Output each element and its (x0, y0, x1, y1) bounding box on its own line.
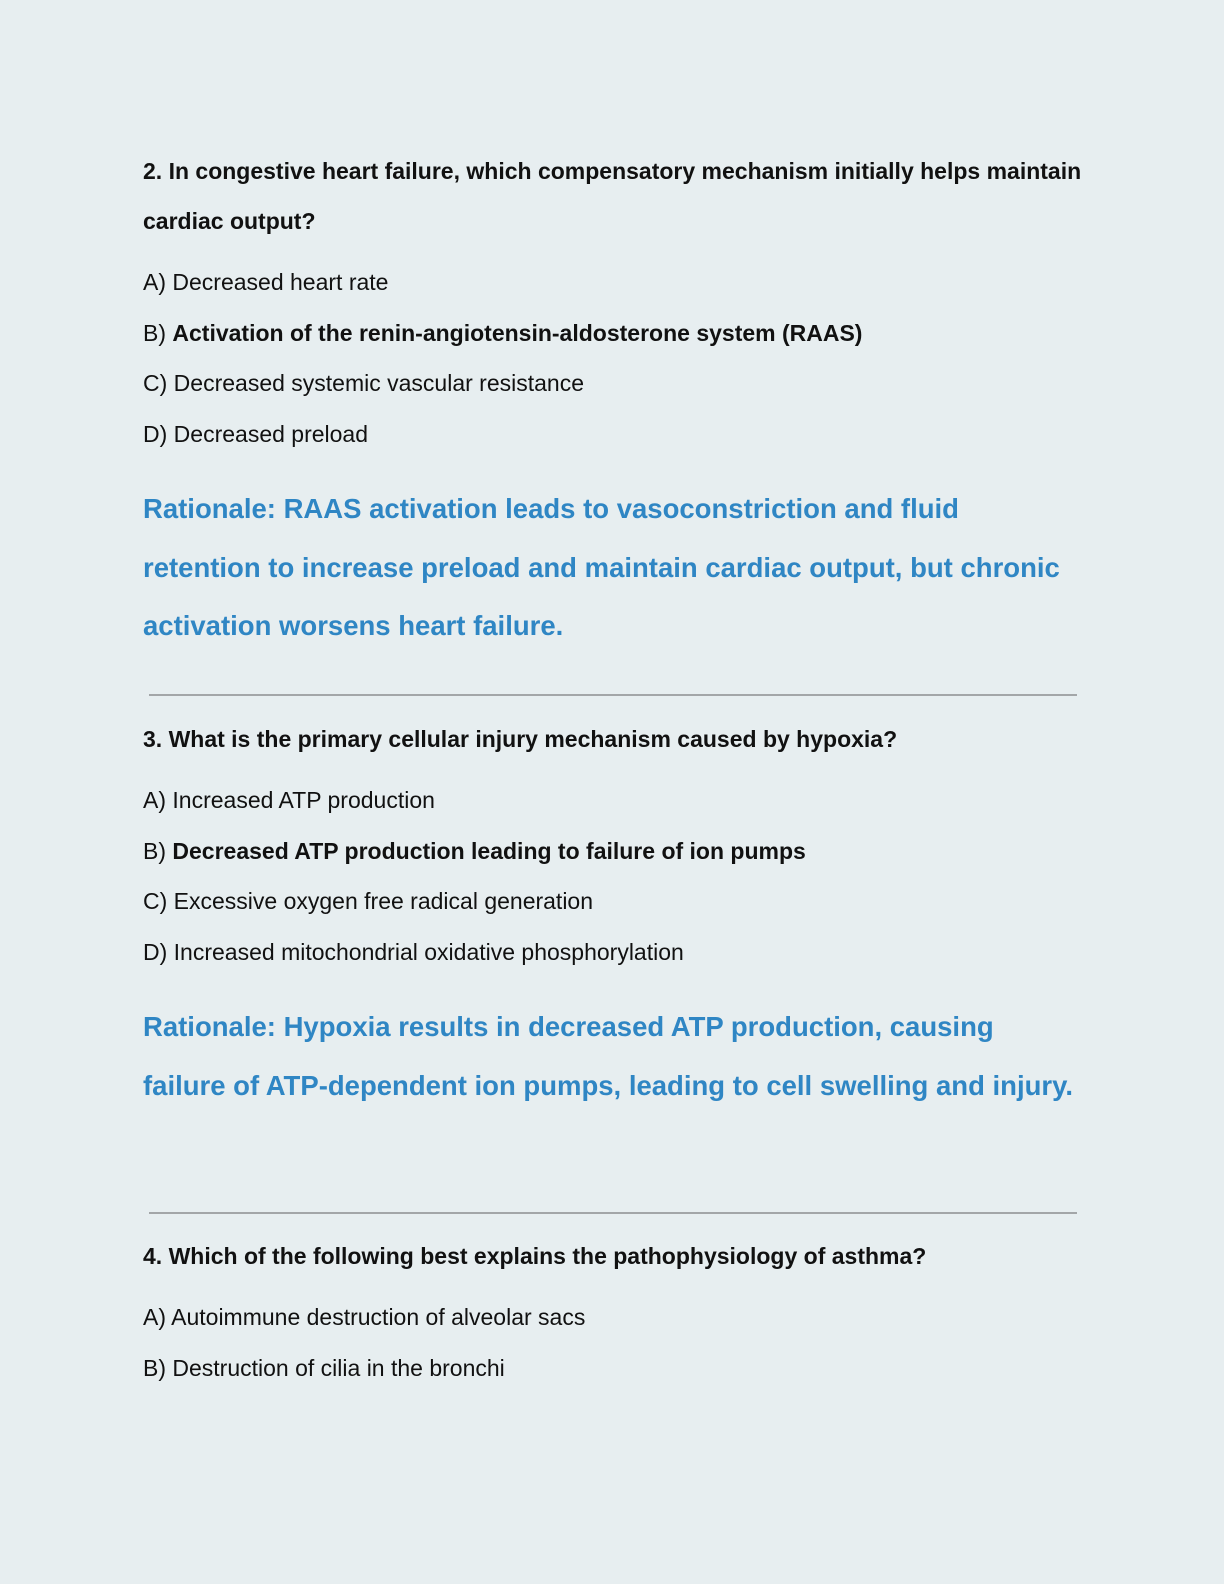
option-letter: C) (143, 888, 168, 914)
section-divider (149, 1212, 1077, 1214)
option-a (143, 1292, 1083, 1343)
option-letter: A) (143, 269, 166, 295)
option-c (143, 358, 1083, 409)
question-text: 3. What is the primary cellular injury mechanism caused by hypoxia? (143, 726, 898, 752)
option-text: Decreased preload (173, 420, 369, 447)
option-letter: B) (143, 1354, 166, 1381)
option-letter: D) (143, 420, 168, 447)
option-text: Autoimmune destruction of alveolar sacs (171, 1304, 586, 1330)
option-letter: B) (143, 837, 166, 864)
option-b-correct (143, 826, 1083, 877)
section-divider (149, 694, 1077, 696)
option-text: Destruction of cilia in the bronchi (172, 1354, 505, 1381)
question-block-3 (143, 714, 1083, 1115)
option-letter: C) (143, 370, 168, 396)
option-a (143, 775, 1083, 826)
option-letter: D) (143, 938, 168, 965)
option-c (143, 876, 1083, 927)
rationale-text: Rationale: RAAS activation leads to vasoconstriction and fluid retention to increase preload and maintain cardiac output, but chronic activation worsens heart failure. (143, 493, 1060, 641)
question-block-2 (143, 146, 1083, 656)
option-text: Decreased heart rate (172, 269, 389, 295)
options-list (143, 775, 1083, 977)
options-list (143, 257, 1083, 459)
option-a (143, 257, 1083, 308)
option-b (143, 1343, 1083, 1394)
option-text: Increased ATP production (172, 787, 435, 813)
option-text: Excessive oxygen free radical generation (173, 888, 594, 914)
option-letter: A) (143, 1304, 166, 1330)
option-d (143, 927, 1083, 978)
option-letter: B) (143, 319, 166, 346)
option-text: Decreased systemic vascular resistance (173, 370, 584, 396)
option-text: Decreased ATP production leading to failure of ion pumps (172, 837, 806, 864)
option-d (143, 409, 1083, 460)
option-letter: A) (143, 787, 166, 813)
option-text: Increased mitochondrial oxidative phosphorylation (173, 938, 684, 965)
question-block-4 (143, 1231, 1083, 1393)
option-text: Activation of the renin-angiotensin-aldosterone system (RAAS) (172, 319, 863, 346)
option-b-correct (143, 308, 1083, 359)
question-text: 4. Which of the following best explains the pathophysiology of asthma? (143, 1243, 927, 1269)
options-list (143, 1292, 1083, 1393)
rationale-text: Rationale: Hypoxia results in decreased ATP production, causing failure of ATP-dependent ion pumps, leading to cell swelling and injury. (143, 1011, 1073, 1101)
question-text: 2. In congestive heart failure, which compensatory mechanism initially helps maintain cardiac output? (143, 158, 1082, 234)
